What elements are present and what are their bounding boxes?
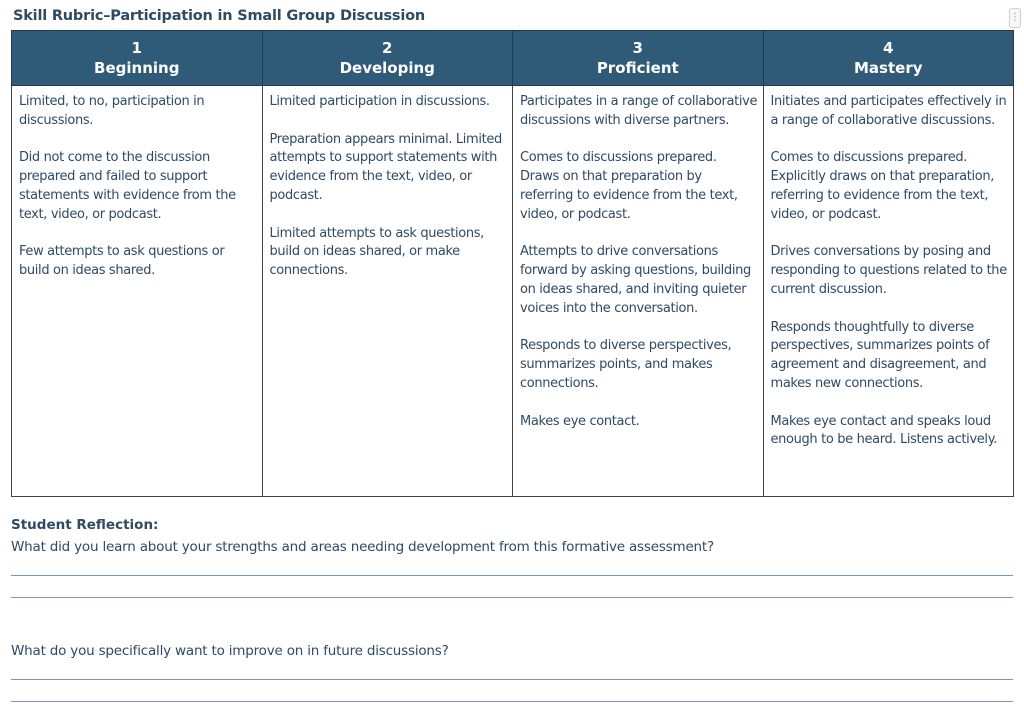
- column-number: 1: [131, 39, 142, 57]
- criterion-text: Limited attempts to ask questions, build on ideas shared, or make connections.: [269, 225, 484, 279]
- answer-line[interactable]: [11, 701, 1013, 702]
- cell-developing: [262, 86, 513, 497]
- header-row: [12, 31, 1014, 86]
- criterion-text: Comes to discussions prepared. Explicitly draws on that preparation, referring to evidence from the text, video, or podcast.: [770, 150, 995, 222]
- column-label: Proficient: [596, 59, 679, 77]
- reflection-question-1: What did you learn about your strengths and areas needing development from this formative assessment?: [11, 539, 714, 555]
- page-title: Skill Rubric–Participation in Small Group Discussion: [13, 8, 426, 24]
- column-header-beginning: [12, 31, 263, 86]
- column-header-proficient: [513, 31, 764, 86]
- rubric-table: [11, 30, 1014, 497]
- criterion-text: Responds thoughtfully to diverse perspectives, summarizes points of agreement and disagreement, and makes new connections.: [770, 319, 990, 391]
- answer-line[interactable]: [11, 597, 1013, 598]
- column-number: 3: [632, 39, 643, 57]
- reflection-heading: Student Reflection:: [11, 517, 159, 533]
- criterion-text: Drives conversations by posing and responding to questions related to the current discussion.: [770, 244, 1007, 297]
- criterion-text: Few attempts to ask questions or build on ideas shared.: [19, 244, 225, 279]
- answer-line[interactable]: [11, 679, 1013, 680]
- column-label: Developing: [339, 59, 435, 77]
- criterion-text: Makes eye contact and speaks loud enough to be heard. Listens actively.: [770, 413, 997, 448]
- column-number: 4: [883, 39, 894, 57]
- column-label: Mastery: [854, 59, 923, 77]
- criterion-text: Responds to diverse perspectives, summarizes points, and makes connections.: [520, 338, 732, 391]
- column-header-developing: [262, 31, 513, 86]
- criterion-text: Attempts to drive conversations forward by asking questions, building on ideas shared, and inviting quieter voices into the conversation.: [520, 244, 751, 316]
- criterion-text: Preparation appears minimal. Limited attempts to support statements with evidence from the text, video, or podcast.: [269, 131, 502, 203]
- answer-line[interactable]: [11, 575, 1013, 576]
- column-number: 2: [382, 39, 393, 57]
- criterion-text: Limited, to no, participation in discussions.: [19, 94, 205, 128]
- criterion-text: Limited participation in discussions.: [269, 94, 490, 109]
- criterion-text: Did not come to the discussion prepared and failed to support statements with evidence from the text, video, or podcast.: [19, 150, 236, 222]
- cell-beginning: [12, 86, 263, 497]
- criterion-text: Initiates and participates effectively in a range of collaborative discussions.: [770, 94, 1007, 128]
- drag-handle-icon[interactable]: ⋮: [1009, 8, 1021, 28]
- reflection-question-2: What do you specifically want to improve on in future discussions?: [11, 643, 449, 659]
- criterion-text: Makes eye contact.: [520, 413, 640, 429]
- column-label: Beginning: [94, 59, 180, 77]
- cell-proficient: [513, 86, 764, 497]
- criteria-row: [12, 86, 1014, 497]
- column-header-mastery: [763, 31, 1014, 86]
- criterion-text: Comes to discussions prepared. Draws on that preparation by referring to evidence from the text, video, or podcast.: [520, 150, 738, 222]
- criterion-text: Participates in a range of collaborative discussions with diverse partners.: [520, 94, 758, 128]
- cell-mastery: [763, 86, 1014, 497]
